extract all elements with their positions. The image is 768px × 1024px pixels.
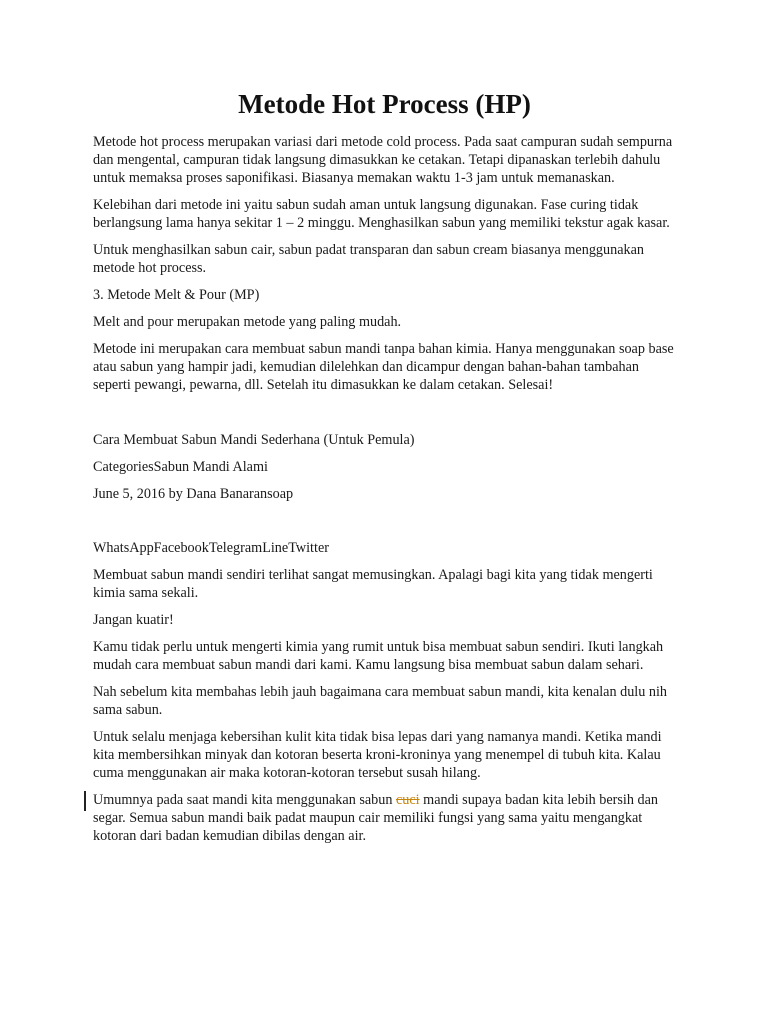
paragraph: Jangan kuatir! xyxy=(93,612,174,628)
share-links[interactable]: WhatsAppFacebookTelegramLineTwitter xyxy=(93,540,329,556)
blank-line xyxy=(93,512,676,539)
paragraph: Kamu tidak perlu untuk mengerti kimia yang rumit untuk bisa membuat sabun sendiri. Ikuti langkah mudah cara membuat sabun mandi dari kami. Kamu langsung bisa membuat sabun dalam sehari. xyxy=(93,639,664,673)
section-heading: 3. Metode Melt & Pour (MP) xyxy=(93,287,260,303)
document-title: Metode Hot Process (HP) xyxy=(238,89,531,119)
revision-bar xyxy=(84,791,86,811)
text-run: Umumnya pada saat mandi kita menggunakan sabun xyxy=(93,792,396,808)
text-run: mandi supaya badan kita lebih bersih dan segar. Semua sabun mandi baik padat maupun cair memiliki fungsi yang sama yaitu mengangkat kotoran dari badan kemudian dibilas dengan air. xyxy=(93,792,658,844)
paragraph: Metode hot process merupakan variasi dari metode cold process. Pada saat campuran sudah sempurna dan mengental, campuran tidak langsung dimasukkan ke cetakan. Tetapi dipanaskan terlebih dahulu untuk memaksa proses saponifikasi. Biasanya memakan waktu 1-3 jam untuk memanaskan. xyxy=(93,134,673,186)
article-title: Cara Membuat Sabun Mandi Sederhana (Untuk Pemula) xyxy=(93,432,415,448)
article-categories: CategoriesSabun Mandi Alami xyxy=(93,459,268,475)
article-byline: June 5, 2016 by Dana Banaransoap xyxy=(93,486,294,502)
paragraph: Melt and pour merupakan metode yang paling mudah. xyxy=(93,314,402,330)
paragraph: Nah sebelum kita membahas lebih jauh bagaimana cara membuat sabun mandi, kita kenalan dulu nih sama sabun. xyxy=(93,684,668,718)
paragraph: Kelebihan dari metode ini yaitu sabun sudah aman untuk langsung digunakan. Fase curing tidak berlangsung lama hanya sekitar 1 – 2 minggu. Menghasilkan sabun yang memiliki tekstur agak kasar. xyxy=(93,197,670,231)
paragraph: Membuat sabun mandi sendiri terlihat sangat memusingkan. Apalagi bagi kita yang tidak mengerti kimia sama sekali. xyxy=(93,567,653,601)
paragraph-with-revision xyxy=(93,791,676,845)
deleted-text: cuci xyxy=(395,792,420,808)
paragraph: Untuk menghasilkan sabun cair, sabun padat transparan dan sabun cream biasanya menggunakan metode hot process. xyxy=(93,242,644,276)
blank-line xyxy=(93,403,676,431)
paragraph: Untuk selalu menjaga kebersihan kulit kita tidak bisa lepas dari yang namanya mandi. Ketika mandi kita membersihkan minyak dan kotoran beserta kroni-kroninya yang menempel di tubuh kita. Kalau cuma menggunakan air maka kotoran-kotoran tersebut susah hilang. xyxy=(93,729,662,781)
paragraph: Metode ini merupakan cara membuat sabun mandi tanpa bahan kimia. Hanya menggunakan soap base atau sabun yang hampir jadi, kemudian dilelehkan dan dicampur dengan bahan-bahan tambahan seperti pewangi, pewarna, dll. Setelah itu dimasukkan ke dalam cetakan. Selesai! xyxy=(93,341,674,393)
